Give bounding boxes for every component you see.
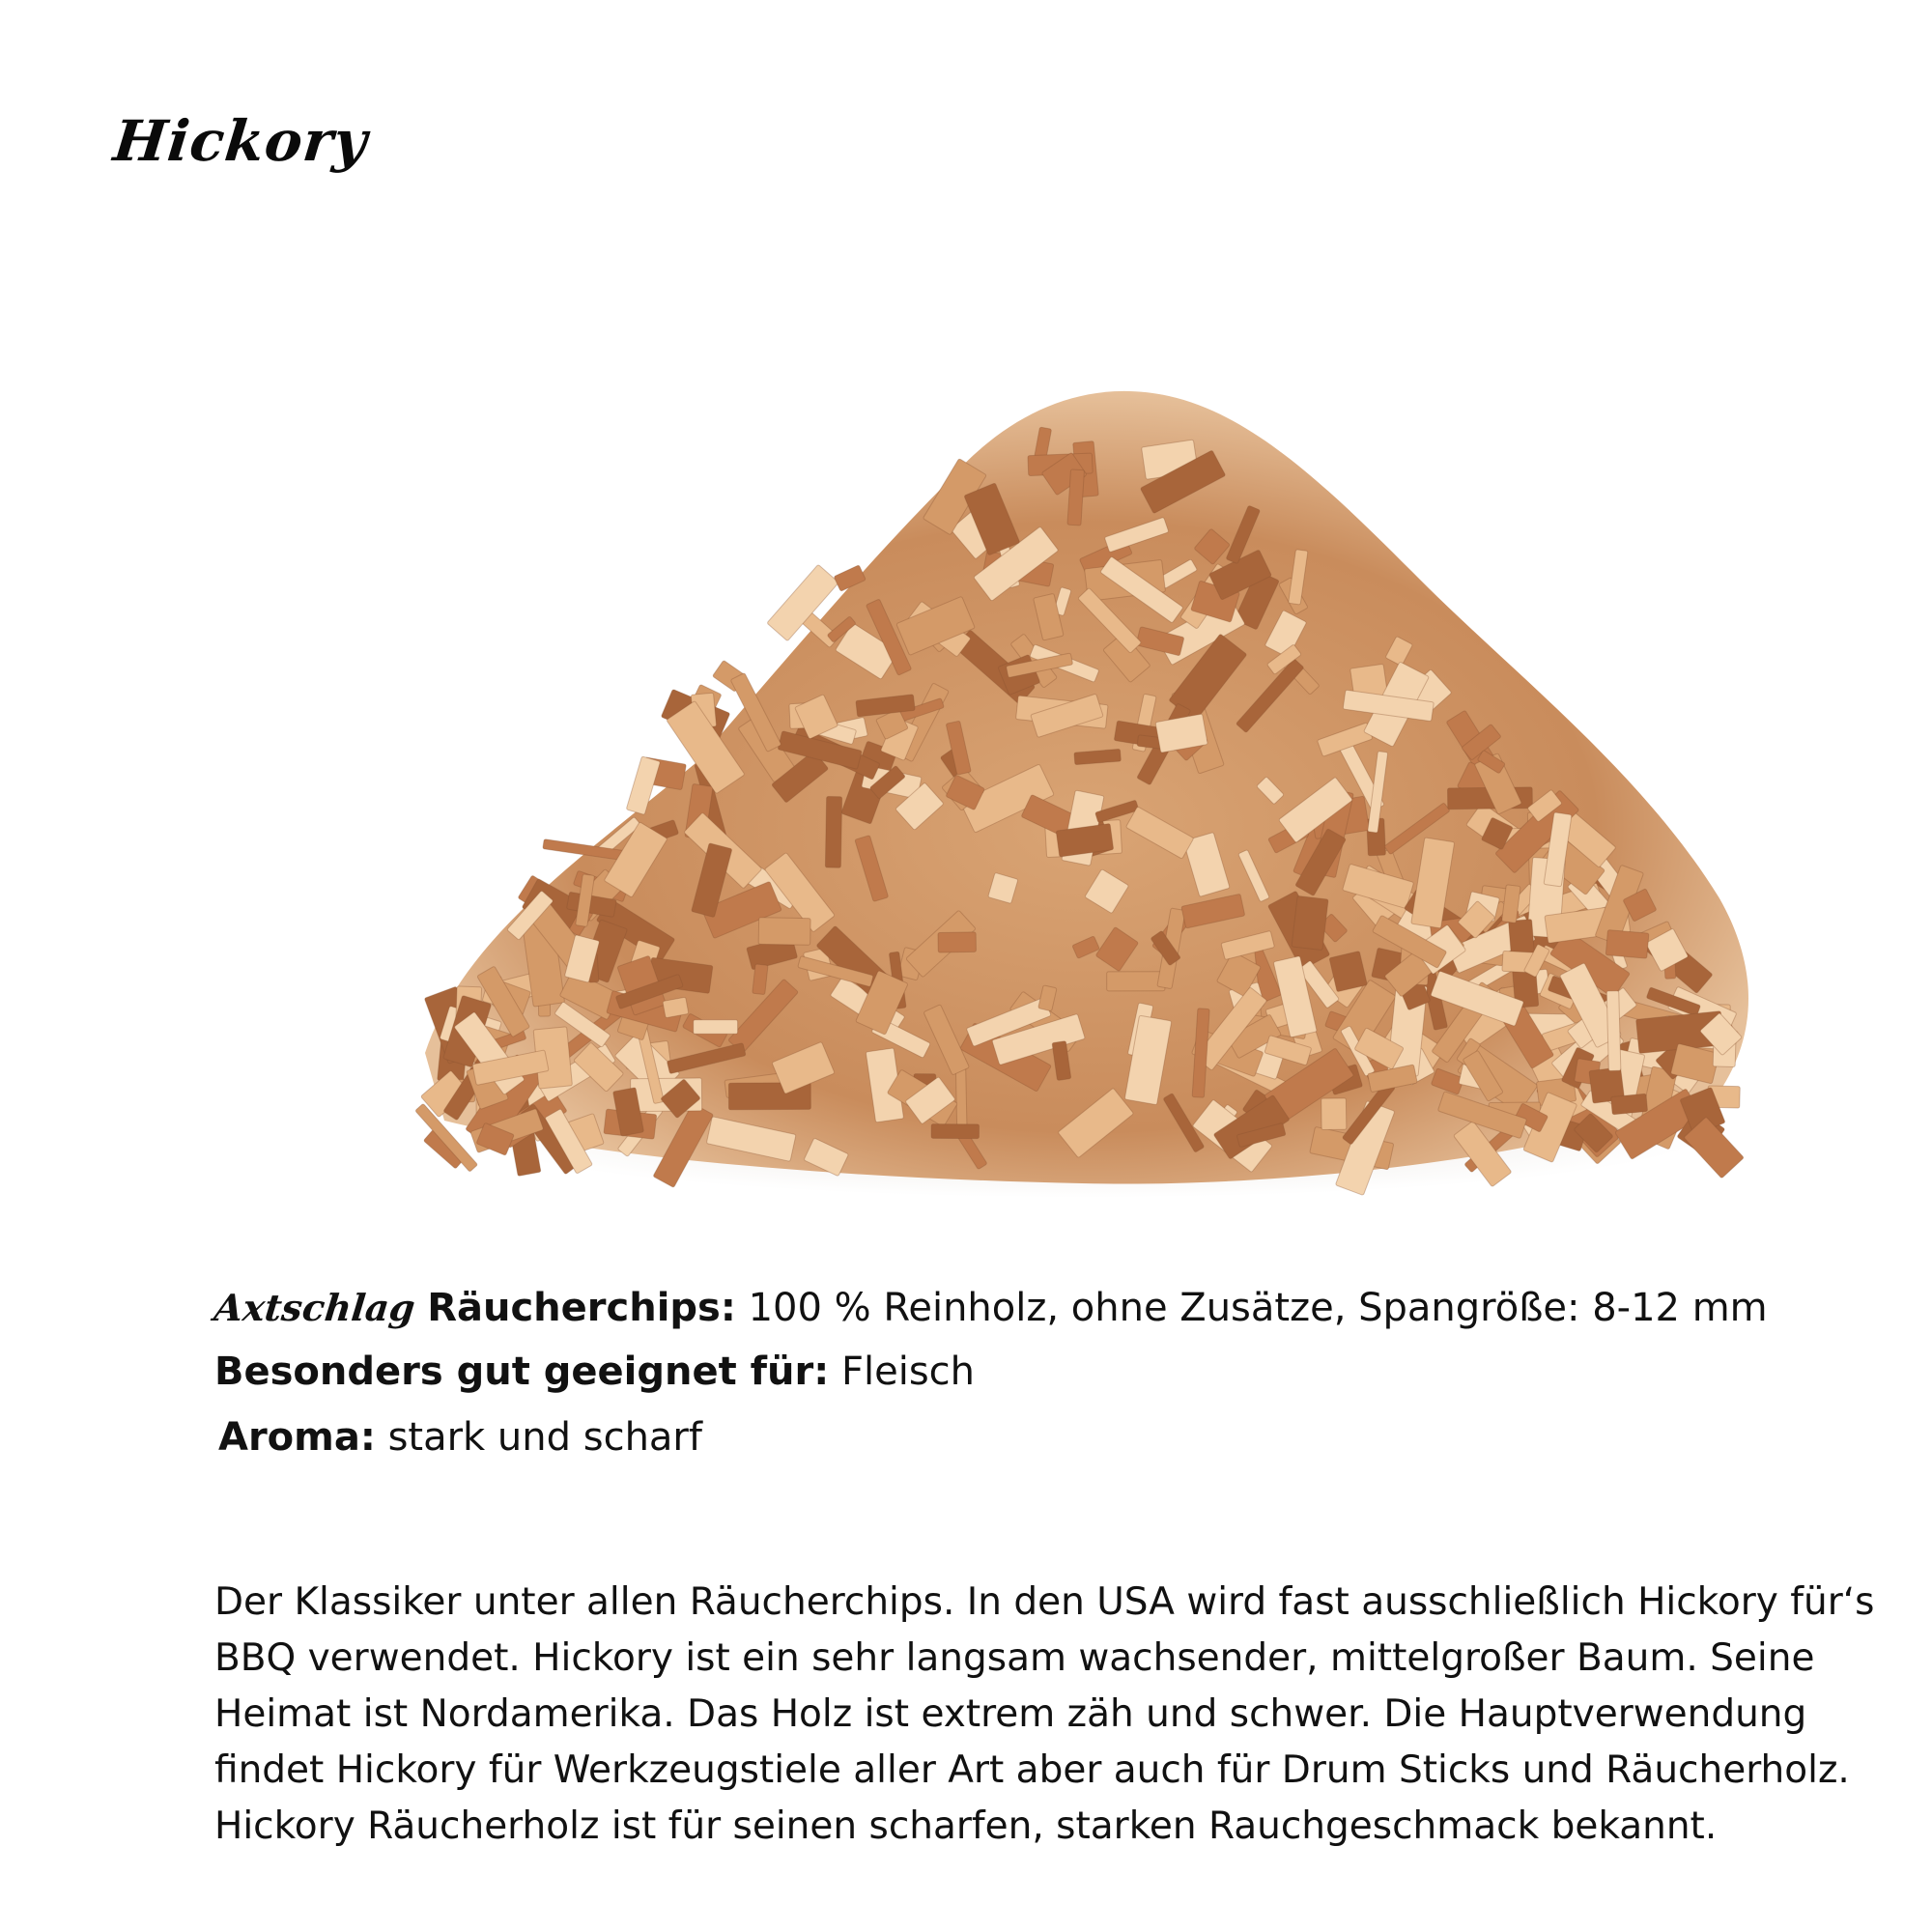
wood-chip [1067, 469, 1085, 526]
wood-chip [938, 932, 977, 952]
wood-chip [694, 1020, 738, 1035]
wood-chips-image [406, 357, 1768, 1208]
spec-line-aroma [218, 1414, 702, 1461]
wood-chip [1107, 972, 1165, 991]
wood-chip [753, 964, 768, 995]
wood-chip [1605, 930, 1649, 959]
spec-line-chips [214, 1285, 1768, 1331]
wood-chip [931, 1124, 979, 1139]
spec-label-suitable: Besonders gut geeignet für: [214, 1350, 830, 1394]
spec-value-chips: 100 % Reinholz, ohne Zusätze, Spangröße: 8-12 mm [748, 1286, 1768, 1330]
spec-line-suitable [214, 1349, 975, 1395]
description-line: BBQ verwendet. Hickory ist ein sehr langsam wachsender, mittelgroßer Baum. Seine [214, 1636, 1815, 1680]
wood-chip [663, 997, 689, 1018]
spec-value-suitable: Fleisch [840, 1350, 975, 1394]
brand-name: Axtschlag [212, 1286, 417, 1329]
wood-chip [1606, 991, 1621, 1071]
wood-chip [758, 918, 810, 946]
product-title: Hickory [110, 108, 371, 174]
wood-chip [825, 796, 841, 867]
spec-value-aroma: stark und scharf [387, 1415, 702, 1460]
description-line: Der Klassiker unter allen Räucherchips. In den USA wird fast ausschließlich Hickory für‘s [214, 1580, 1875, 1624]
wood-chip [1292, 895, 1328, 950]
description-line: findet Hickory für Werkzeugstiele aller Art aber auch für Drum Sticks und Räucherholz. [214, 1748, 1850, 1792]
wood-chip [1321, 1098, 1347, 1130]
product-description [214, 1575, 1895, 1855]
spec-label-chips: Räucherchips: [427, 1286, 736, 1330]
spec-label-aroma: Aroma: [218, 1415, 376, 1460]
wood-chip [1611, 1094, 1648, 1115]
description-line: Heimat ist Nordamerika. Das Holz ist extrem zäh und schwer. Die Hauptverwendung [214, 1692, 1807, 1736]
description-line: Hickory Räucherholz ist für seinen scharfen, starken Rauchgeschmack bekannt. [214, 1804, 1718, 1848]
